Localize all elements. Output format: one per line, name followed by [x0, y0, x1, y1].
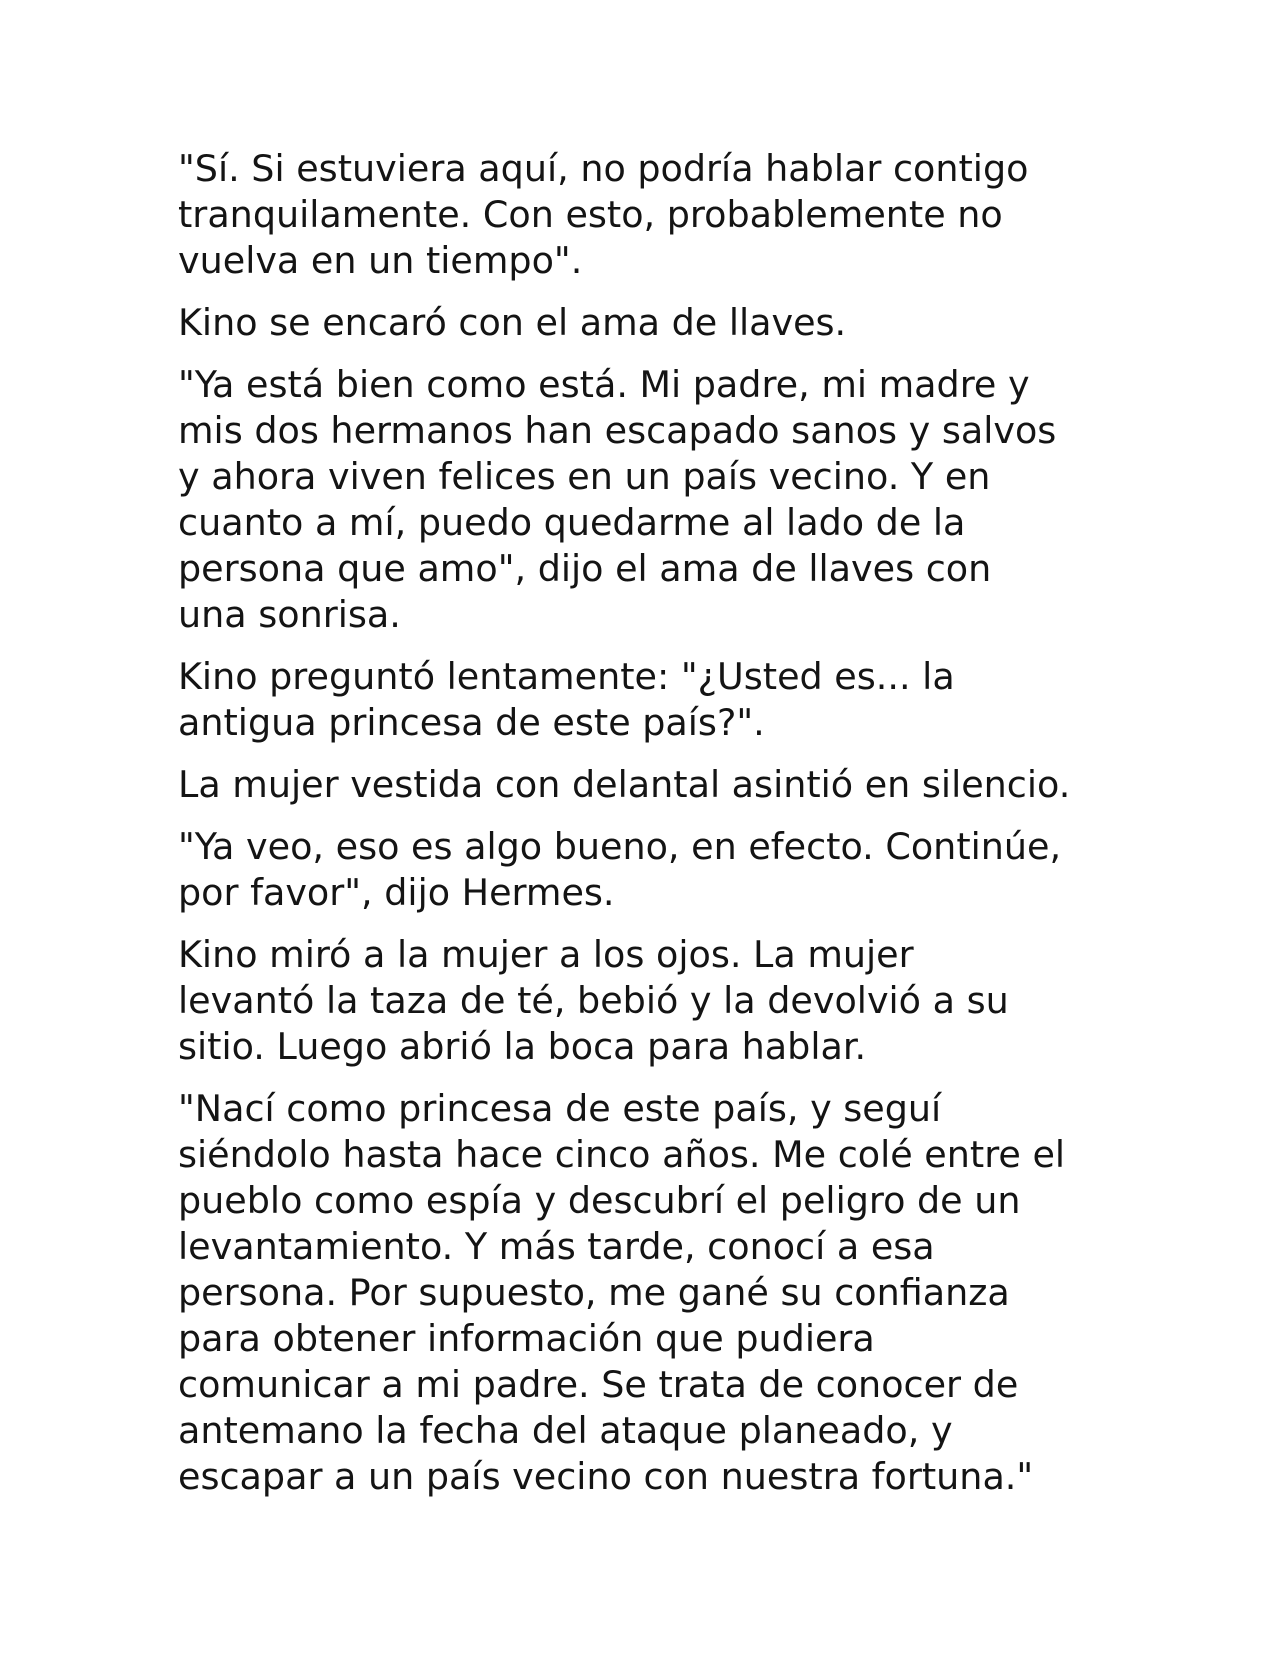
paragraph: Kino miró a la mujer a los ojos. La mujer levantó la taza de té, bebió y la devolvió a su sitio. Luego abrió la boca para hablar. — [178, 933, 1009, 1068]
paragraph: "Ya veo, eso es algo bueno, en efecto. Continúe, por favor", dijo Hermes. — [178, 825, 1062, 914]
document-body — [178, 146, 1118, 1516]
paragraph: "Ya está bien como está. Mi padre, mi madre y mis dos hermanos han escapado sanos y salvos y ahora viven felices en un país vecino. Y en cuanto a mí, puedo quedarme al lado de la persona que amo", dijo el ama de llaves con una sonrisa. — [178, 363, 1057, 636]
paragraph: "Sí. Si estuviera aquí, no podría hablar contigo tranquilamente. Con esto, probablemente no vuelva en un tiempo". — [178, 147, 1029, 282]
paragraph: Kino preguntó lentamente: "¿Usted es... la antigua princesa de este país?". — [178, 655, 955, 744]
paragraph: "Nací como princesa de este país, y seguí siéndolo hasta hace cinco años. Me colé entre el pueblo como espía y descubrí el peligro de un levantamiento. Y más tarde, conocí a esa persona. Por supuesto, me gané su confianza para obtener información que pudiera comunicar a mi padre. Se trata de conocer de antemano la fecha del ataque planeado, y escapar a un país vecino con nuestra fortuna." — [178, 1087, 1066, 1498]
paragraph: La mujer vestida con delantal asintió en silencio. — [178, 763, 1071, 806]
paragraph: Kino se encaró con el ama de llaves. — [178, 301, 847, 344]
